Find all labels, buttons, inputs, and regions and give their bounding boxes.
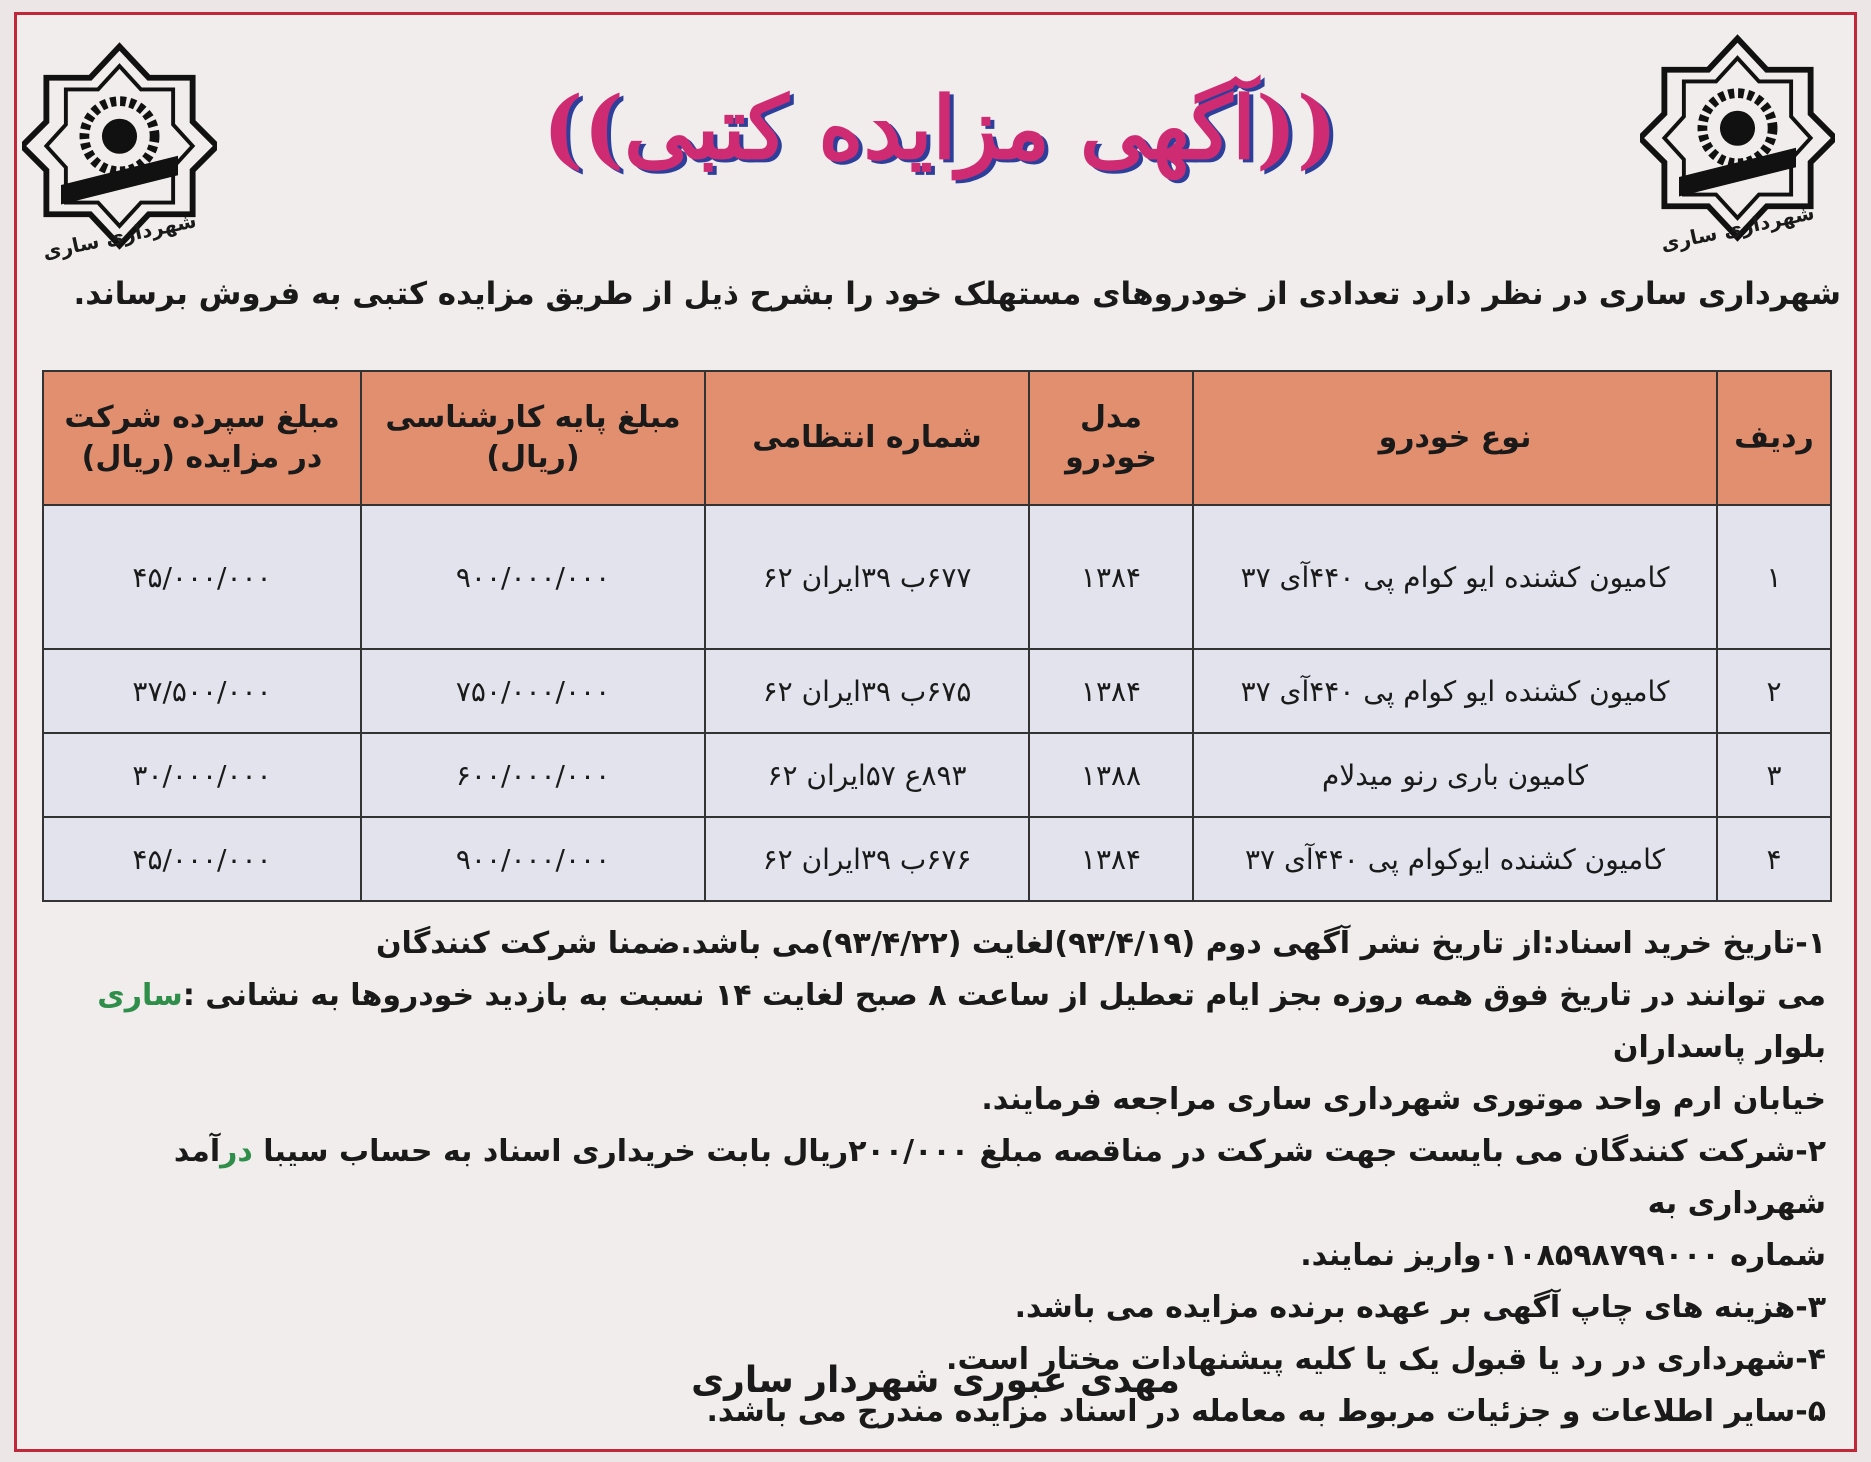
cell-vehicle-type: کامیون کشنده ایوکوام پی ۴۴۰آی ۳۷ — [1193, 817, 1717, 901]
cell-plate-number: ۶۷۵ب ۳۹ایران ۶۲ — [705, 649, 1029, 733]
vehicles-table — [42, 370, 1832, 902]
cell-vehicle-model: ۱۳۸۸ — [1029, 733, 1193, 817]
note-4: ۴-شهرداری در رد یا قبول یک یا کلیه پیشنهادات مختار است. — [946, 1342, 1826, 1377]
note-2-line-2: شماره ۰۱۰۸۵۹۸۷۹۹۰۰۰واریز نمایند. — [1300, 1238, 1826, 1273]
cell-vehicle-model: ۱۳۸۴ — [1029, 817, 1193, 901]
table-row — [43, 505, 1831, 649]
note-1-line-1: ۱-تاریخ خرید اسناد:از تاریخ نشر آگهی دوم (۹۳/۴/۱۹)لغایت (۹۳/۴/۲۲)می باشد.ضمنا شرکت کنندگان — [375, 926, 1826, 961]
note-1-line-3: خیابان ارم واحد موتوری شهرداری ساری مراجعه فرمایند. — [981, 1082, 1826, 1117]
cell-base-price: ۶۰۰/۰۰۰/۰۰۰ — [361, 733, 705, 817]
cell-plate-number: ۶۷۷ب ۳۹ایران ۶۲ — [705, 505, 1029, 649]
mayor-signature: مهدی عبوری شهردار ساری — [691, 1360, 1180, 1401]
cell-base-price: ۹۰۰/۰۰۰/۰۰۰ — [361, 505, 705, 649]
cell-vehicle-model: ۱۳۸۴ — [1029, 505, 1193, 649]
note-1-line-2: می توانند در تاریخ فوق همه روزه بجز ایام تعطیل از ساعت ۸ صبح لغایت ۱۴ نسبت به بازدید خودروها به نشانی :ساری بلوار پاسداران — [97, 978, 1826, 1065]
logo-caption: شهرداری ساری — [40, 208, 199, 264]
cell-deposit: ۳۰/۰۰۰/۰۰۰ — [43, 733, 361, 817]
cell-base-price: ۹۰۰/۰۰۰/۰۰۰ — [361, 817, 705, 901]
cell-deposit: ۴۵/۰۰۰/۰۰۰ — [43, 817, 361, 901]
municipality-logo-left — [22, 36, 217, 276]
intro-paragraph: شهرداری ساری در نظر دارد تعدادی از خودروهای مستهلک خود را بشرح ذیل از طریق مزایده کتبی به فروش برساند. — [73, 276, 1841, 312]
highlight-city: ساری — [97, 978, 183, 1013]
note-5: ۵-سایر اطلاعات و جزئیات مربوط به معامله در اسناد مزایده مندرج می باشد. — [706, 1394, 1826, 1429]
cell-base-price: ۷۵۰/۰۰۰/۰۰۰ — [361, 649, 705, 733]
header-vehicle-type: نوع خودرو — [1193, 371, 1717, 505]
header-deposit: مبلغ سپرده شرکت در مزایده (ریال) — [43, 371, 361, 505]
cell-deposit: ۴۵/۰۰۰/۰۰۰ — [43, 505, 361, 649]
cell-vehicle-type: کامیون کشنده ایو کوام پی ۴۴۰آی ۳۷ — [1193, 649, 1717, 733]
cell-row-number: ۴ — [1717, 817, 1831, 901]
cell-plate-number: ۶۷۶ب ۳۹ایران ۶۲ — [705, 817, 1029, 901]
cell-row-number: ۲ — [1717, 649, 1831, 733]
municipality-logo-right — [1640, 28, 1835, 268]
logo-caption: شهرداری ساری — [1658, 200, 1817, 256]
table-header-row — [43, 371, 1831, 505]
cell-row-number: ۱ — [1717, 505, 1831, 649]
cell-row-number: ۳ — [1717, 733, 1831, 817]
note-2-line-1: ۲-شرکت کنندگان می بایست جهت شرکت در مناقصه مبلغ ۲۰۰/۰۰۰ریال بابت خریداری اسناد به حساب سیبا درآمد شهرداری به — [173, 1134, 1826, 1221]
cell-deposit: ۳۷/۵۰۰/۰۰۰ — [43, 649, 361, 733]
table-row — [43, 649, 1831, 733]
header-row-number: ردیف — [1717, 371, 1831, 505]
cell-vehicle-type: کامیون باری رنو میدلام — [1193, 733, 1717, 817]
table-row — [43, 733, 1831, 817]
page-title: ((آگهی مزایده کتبی)) — [542, 78, 1338, 179]
header-vehicle-model: مدل خودرو — [1029, 371, 1193, 505]
note-3: ۳-هزینه های چاپ آگهی بر عهده برنده مزایده می باشد. — [1014, 1290, 1826, 1325]
highlight-word: در — [220, 1134, 264, 1169]
header-base-price: مبلغ پایه کارشناسی (ریال) — [361, 371, 705, 505]
cell-vehicle-model: ۱۳۸۴ — [1029, 649, 1193, 733]
cell-vehicle-type: کامیون کشنده ایو کوام پی ۴۴۰آی ۳۷ — [1193, 505, 1717, 649]
table-row — [43, 817, 1831, 901]
header-plate-number: شماره انتظامی — [705, 371, 1029, 505]
cell-plate-number: ۸۹۳ع ۵۷ایران ۶۲ — [705, 733, 1029, 817]
